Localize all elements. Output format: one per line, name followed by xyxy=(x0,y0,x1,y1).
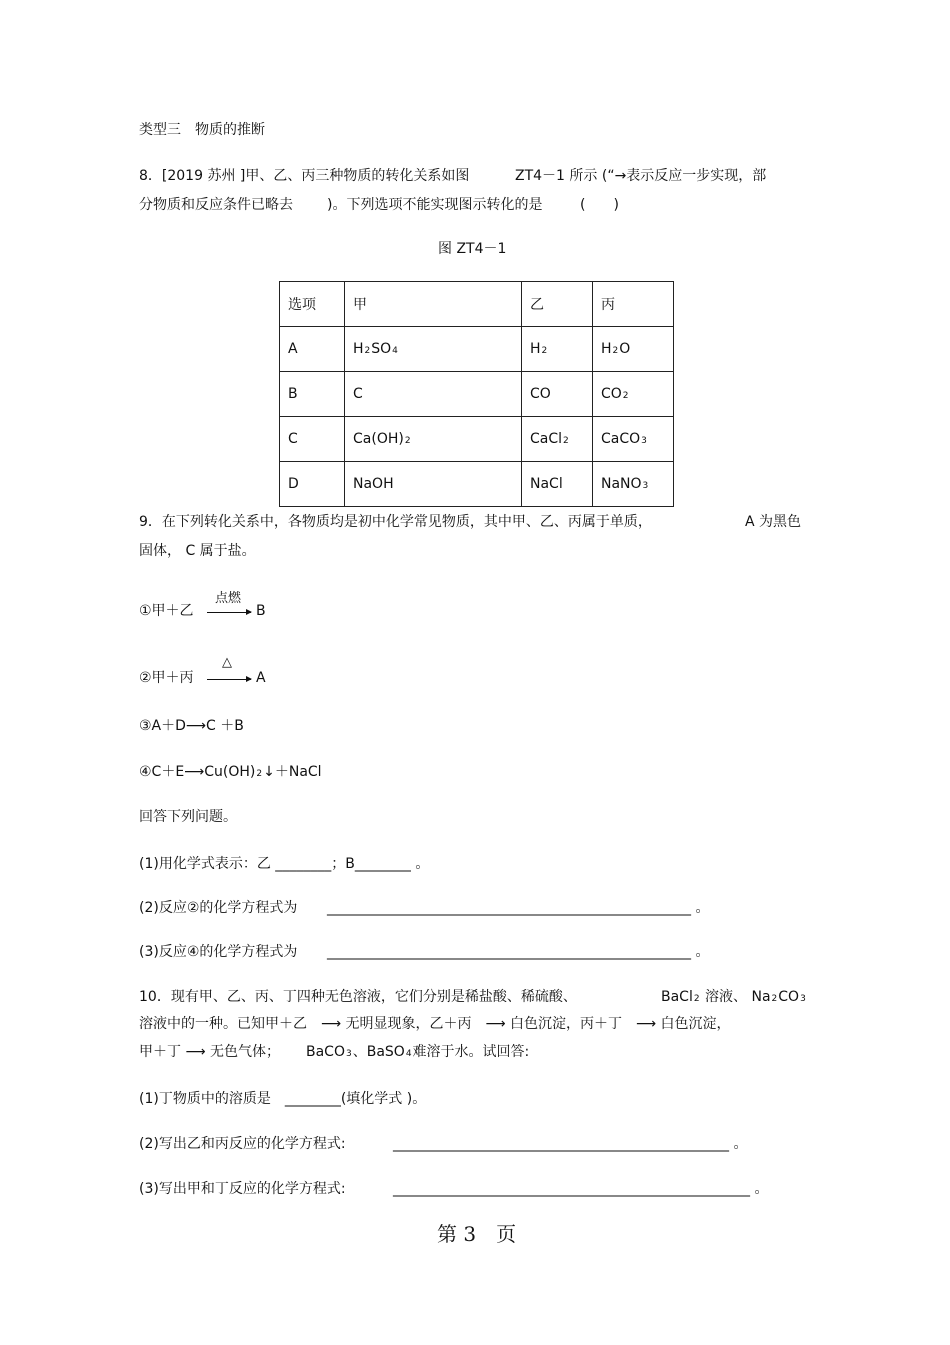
jia-cell: H2SO4 xyxy=(345,327,522,372)
jia-cell: C xyxy=(345,372,522,417)
q10-sub3-blank: ___________________________________________________ 。 xyxy=(393,1181,769,1197)
reaction-2-left: ②甲＋丙 xyxy=(139,670,194,686)
q10-line1-a: 10．现有甲、乙、丙、丁四种无色溶液，它们分别是稀盐酸、稀硫酸、 xyxy=(139,989,577,1005)
bing-cell: H2O xyxy=(593,327,674,372)
reaction-4: ④C＋E⟶Cu(OH)2↓＋NaCl xyxy=(139,764,322,780)
q10-line3-b: BaCO3、BaSO4难溶于水。试回答: xyxy=(306,1044,530,1060)
yi-cell: CaCl2 xyxy=(522,417,593,462)
yi-cell: CO xyxy=(522,372,593,417)
header-yi: 乙 xyxy=(522,282,593,327)
table-row xyxy=(280,372,674,417)
yi-cell: H2 xyxy=(522,327,593,372)
reaction-2-right: A xyxy=(256,670,266,686)
q9-sub2-label: (2)反应②的化学方程式为 xyxy=(139,900,298,916)
q9-sub2-blank: ____________________________________________________ 。 xyxy=(327,900,710,916)
q10-sub2-label: (2)写出乙和丙反应的化学方程式: xyxy=(139,1136,346,1152)
table-row xyxy=(280,417,674,462)
section-title: 类型三 物质的推断 xyxy=(139,122,265,138)
bing-cell: CO2 xyxy=(593,372,674,417)
q9-line1-b: A 为黑色 xyxy=(745,514,802,530)
q8-line2-b: )。下列选项不能实现图示转化的是 xyxy=(327,197,543,213)
q10-line2: 溶液中的一种。已知甲＋乙 ⟶ 无明显现象，乙＋丙 ⟶ 白色沉淀，丙＋丁 ⟶ 白色沉淀， xyxy=(139,1016,731,1032)
q10-sub2-blank: ________________________________________________ 。 xyxy=(393,1136,748,1152)
option-cell: D xyxy=(280,462,345,507)
table-row xyxy=(280,462,674,507)
q9-line1-a: 9．在下列转化关系中，各物质均是初中化学常见物质，其中甲、乙、丙属于单质， xyxy=(139,514,652,530)
header-jia: 甲 xyxy=(345,282,522,327)
figure-caption: 图 ZT4－1 xyxy=(438,241,507,257)
q10-sub1: (1)丁物质中的溶质是 ________(填化学式 )。 xyxy=(139,1091,427,1107)
q9-prompt: 回答下列问题。 xyxy=(139,809,237,825)
options-table xyxy=(279,281,674,507)
q9-sub1: (1)用化学式表示：乙 ________；B________ 。 xyxy=(139,856,430,872)
header-bing: 丙 xyxy=(593,282,674,327)
yi-cell: NaCl xyxy=(522,462,593,507)
table-header-row xyxy=(280,282,674,327)
q9-line2: 固体， C 属于盐。 xyxy=(139,543,256,559)
reaction-1-condition: 点燃 xyxy=(215,591,242,606)
reaction-1-left: ①甲＋乙 xyxy=(139,603,194,619)
reaction-2-arrow xyxy=(207,679,251,680)
bing-cell: NaNO3 xyxy=(593,462,674,507)
q8-line1-a: 8．[2019 苏州 ]甲、乙、丙三种物质的转化关系如图 xyxy=(139,168,470,184)
q10-line1-b: BaCl2 溶液、 Na2CO3 xyxy=(661,989,806,1005)
page-number: 第 3 页 xyxy=(437,1222,517,1246)
q8-line1-b: ZT4－1 所示 (“→表示反应一步实现，部 xyxy=(515,168,767,184)
reaction-3: ③A＋D⟶C ＋B xyxy=(139,718,244,734)
jia-cell: Ca(OH)2 xyxy=(345,417,522,462)
reaction-2-condition: △ xyxy=(222,655,232,670)
q8-line2-a: 分物质和反应条件已略去 xyxy=(139,197,293,213)
table-row xyxy=(280,327,674,372)
option-cell: A xyxy=(280,327,345,372)
q10-line3-a: 甲＋丁 ⟶ 无色气体； xyxy=(139,1044,280,1060)
option-cell: C xyxy=(280,417,345,462)
reaction-1-right: B xyxy=(256,603,266,619)
bing-cell: CaCO3 xyxy=(593,417,674,462)
q9-sub3-blank: ____________________________________________________ 。 xyxy=(327,944,710,960)
q10-sub3-label: (3)写出甲和丁反应的化学方程式: xyxy=(139,1181,346,1197)
q9-sub3-label: (3)反应④的化学方程式为 xyxy=(139,944,298,960)
header-option: 选项 xyxy=(280,282,345,327)
q8-answer-blank: ( ) xyxy=(580,197,619,213)
jia-cell: NaOH xyxy=(345,462,522,507)
option-cell: B xyxy=(280,372,345,417)
reaction-1-arrow xyxy=(207,612,251,613)
